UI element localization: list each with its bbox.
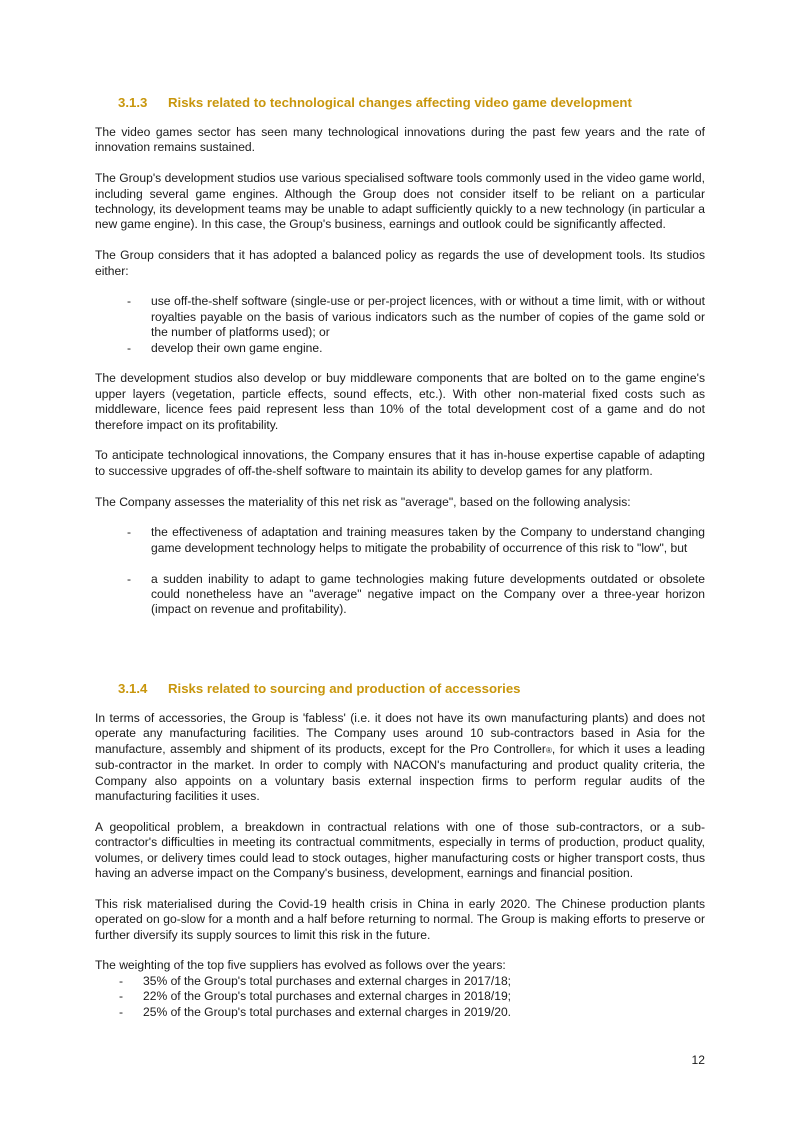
section-number: 3.1.3 bbox=[118, 95, 148, 110]
paragraph: To anticipate technological innovations, the Company ensures that it has in-house expertise capable of adapting to successive upgrades of off-the-shelf software to maintain its ability to develop games for any platform. bbox=[95, 448, 705, 478]
paragraph: The development studios also develop or buy middleware components that are bolted on to the game engine's upper layers (vegetation, particle effects, sound effects, etc.). With other non-material fixed costs such as middleware, licence fees paid represent less than 10% of the total development cost of a game and do not therefore impact on its profitability. bbox=[95, 371, 705, 432]
list-item-text: 22% of the Group's total purchases and external charges in 2018/19; bbox=[143, 989, 512, 1004]
analysis-list bbox=[95, 525, 705, 617]
bullet-marker: - bbox=[119, 989, 124, 1004]
paragraph-text: In terms of accessories, the Group is 'fabless' (i.e. it does not have its own manufacturing plants) and does not operate any manufacturing facilities. The Company uses around 10 sub-contractors based in Asia for the manufacture, assembly and shipment of its products, except for the Pro Controller bbox=[95, 711, 705, 756]
list-item bbox=[95, 1005, 705, 1020]
section-title: Risks related to technological changes affecting video game development bbox=[168, 95, 632, 110]
section-body-3-1-3 bbox=[95, 125, 705, 618]
list-item bbox=[95, 974, 705, 989]
studio-options-list bbox=[95, 294, 705, 356]
section-title: Risks related to sourcing and production of accessories bbox=[168, 681, 521, 696]
bullet-marker: - bbox=[119, 1004, 124, 1019]
list-item bbox=[95, 989, 705, 1004]
list-item-text: develop their own game engine. bbox=[151, 340, 323, 355]
paragraph: The weighting of the top five suppliers has evolved as follows over the years: bbox=[95, 958, 506, 973]
list-item bbox=[95, 294, 705, 340]
list-item-text: 35% of the Group's total purchases and external charges in 2017/18; bbox=[143, 973, 512, 988]
list-item-text: 25% of the Group's total purchases and external charges in 2019/20. bbox=[143, 1004, 512, 1019]
bullet-marker: - bbox=[127, 340, 132, 355]
paragraph: The Company assesses the materiality of this net risk as "average", based on the following analysis: bbox=[95, 494, 631, 509]
paragraph bbox=[95, 711, 705, 804]
paragraph: A geopolitical problem, a breakdown in contractual relations with one of those sub-contractors, or a sub-contractor's difficulties in meeting its contractual commitments, especially in terms of production, product quality, volumes, or delivery times could lead to stock outages, higher manufacturing costs or higher transport costs, thus having an adverse impact on the Company's business, development, earnings and financial position. bbox=[95, 819, 705, 881]
paragraph: The Group considers that it has adopted a balanced policy as regards the use of development tools. Its studios either: bbox=[95, 248, 705, 278]
paragraph: The Group's development studios use various specialised software tools commonly used in the video game world, including several game engines. Although the Group does not consider itself to be reliant on a particular technology, its development teams may be unable to adapt sufficiently quickly to a new technology (in particular a new game engine). In this case, the Group's business, earnings and outlook could be significantly affected. bbox=[95, 171, 705, 232]
paragraph: This risk materialised during the Covid-19 health crisis in China in early 2020. The Chinese production plants operated on go-slow for a month and a half before returning to normal. The Group is making efforts to preserve or further diversify its supply sources to limit this risk in the future. bbox=[95, 896, 705, 942]
section-number: 3.1.4 bbox=[118, 681, 148, 696]
section-heading-3-1-4 bbox=[95, 681, 728, 697]
list-item-text: a sudden inability to adapt to game technologies making future developments outdated or obsolete could nonetheless have an "average" negative impact on the Company over a three-year horizon (impact on revenue and profitability). bbox=[151, 571, 705, 617]
list-item bbox=[95, 572, 705, 618]
registered-mark: ® bbox=[545, 745, 552, 755]
page-number: 12 bbox=[691, 1053, 705, 1067]
section-heading-3-1-3 bbox=[95, 95, 728, 111]
bullet-marker: - bbox=[127, 525, 132, 540]
section-body-3-1-4 bbox=[95, 711, 705, 1020]
list-item-text: the effectiveness of adaptation and training measures taken by the Company to understand changing game development technology helps to mitigate the probability of occurrence of this risk to "low", but bbox=[151, 525, 705, 555]
list-item-text: use off-the-shelf software (single-use or per-project licences, with or without a time limit, with or without royalties payable on the basis of various indicators such as the number of copies of the game sold or the number of platforms used); or bbox=[151, 294, 705, 340]
list-item bbox=[95, 525, 705, 556]
bullet-marker: - bbox=[119, 973, 124, 988]
bullet-marker: - bbox=[127, 294, 132, 309]
suppliers-list bbox=[95, 974, 705, 1020]
bullet-marker: - bbox=[127, 571, 132, 586]
paragraph-text: , for which it uses a leading sub-contractor in the market. In order to comply with NACON's manufacturing and product quality criteria, the Company also appoints on a voluntary basis external inspection firms to perform regular audits of the manufacturing facilities it uses. bbox=[95, 741, 705, 804]
paragraph: The video games sector has seen many technological innovations during the past few years and the rate of innovation remains sustained. bbox=[95, 125, 705, 155]
list-item bbox=[95, 341, 705, 356]
